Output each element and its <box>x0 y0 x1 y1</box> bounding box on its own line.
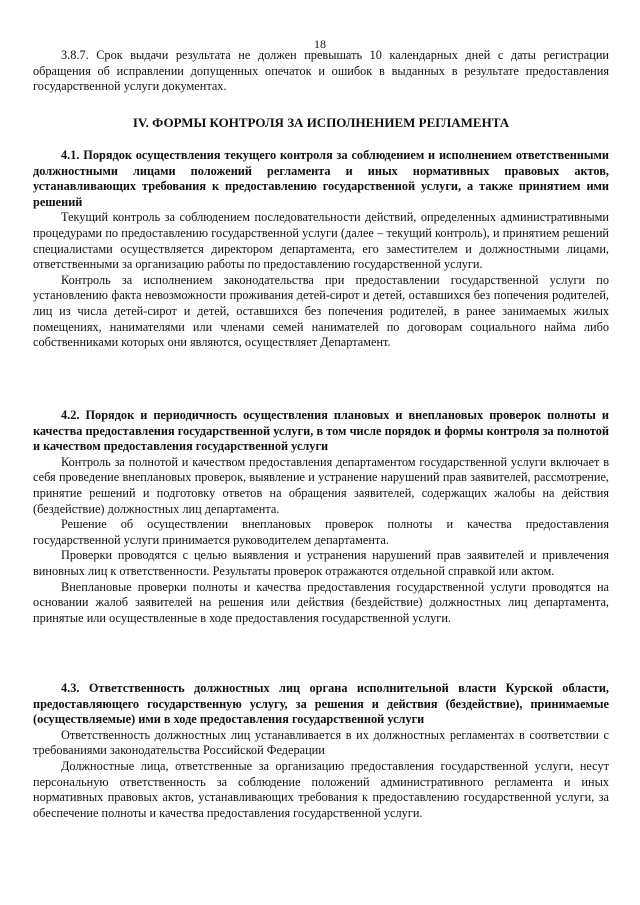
page-number: 18 <box>314 37 326 51</box>
section-4-3 <box>33 681 609 821</box>
chapter-title: IV. ФОРМЫ КОНТРОЛЯ ЗА ИСПОЛНЕНИЕМ РЕГЛАМЕНТА <box>132 115 510 130</box>
section-4-2-paragraph-3: Проверки проводятся с целью выявления и устранения нарушений прав заявителей и привлечения виновных лиц к ответственности. Результаты проверок отражаются отдельной справкой или актом. <box>33 548 609 578</box>
intro-block <box>33 48 609 95</box>
section-4-2-paragraph-2: Решение об осуществлении внеплановых проверок полноты и качества предоставления государственной услуги принимается руководителем департамента. <box>33 517 609 547</box>
section-4-2-heading: 4.2. Порядок и периодичность осуществления плановых и внеплановых проверок полноты и качества предоставления государственной услуги, в том числе порядок и формы контроля за полнотой и качеством предоставления государственной услуги <box>33 408 609 454</box>
intro-paragraph: 3.8.7. Срок выдачи результата не должен превышать 10 календарных дней с даты регистрации обращения об исправлении допущенных опечаток и ошибок в выданных в результате предоставления государственной услуги документах. <box>33 48 609 94</box>
section-4-3-paragraph-2: Должностные лица, ответственные за организацию предоставления государственной услуги, несут персональную ответственность за соблюдение положений административного регламента и иных нормативных правовых актов, устанавливающих требования к предоставлению государственной услуги, за обеспечение полноты и качества предоставления государственной услуги. <box>33 758 609 820</box>
section-4-1-paragraph-2: Контроль за исполнением законодательства при предоставлении государственной услуги по установлению факта невозможности проживания детей-сирот и детей, оставшихся без попечения родителей, лиц из числа детей-сирот и детей, оставшихся без попечения родителей, в ранее занимаемых жилых помещениях, нанимателями или членами семей нанимателей по договорам социального найма либо собственниками которых они являются, осуществляет Департамент. <box>33 272 609 350</box>
section-4-1 <box>33 148 609 351</box>
section-4-2-paragraph-1: Контроль за полнотой и качеством предоставления департаментом государственной услуги включает в себя проведение внеплановых проверок, выявление и устранение нарушений прав заявителей, рассмотрение, принятие решений и подготовку ответов на обращения заявителей, содержащих жалобы на действия (бездействие) должностных лиц департамента. <box>33 454 609 516</box>
section-4-3-paragraph-1: Ответственность должностных лиц устанавливается в их должностных регламентах в соответствии с требованиями законодательства Российской Федерации <box>33 727 609 758</box>
section-4-1-heading: 4.1. Порядок осуществления текущего контроля за соблюдением и исполнением ответственными должностными лицами положений регламента и иных нормативных правовых актов, устанавливающих требования к предоставлению государственной услуги, а также принятием ими решений <box>33 148 609 209</box>
section-4-2-paragraph-4: Внеплановые проверки полноты и качества предоставления государственной услуги проводятся на основании жалоб заявителей на решения или действия (бездействие) должностных лиц департамента, принятые или осуществленные в ходе предоставления государственной услуги. <box>33 579 609 625</box>
section-4-2 <box>33 408 609 626</box>
section-4-1-paragraph-1: Текущий контроль за соблюдением последовательности действий, определенных административными процедурами по предоставлению государственной услуги (далее – текущий контроль), и принятием решений специалистами осуществляется директором департамента, его заместителем и должностными лицами, ответственными за организацию работы по предоставлению государственной услуги. <box>33 210 609 272</box>
section-4-3-heading: 4.3. Ответственность должностных лиц органа исполнительной власти Курской области, предоставляющего государственную услугу, за решения и действия (бездействие), принимаемые (осуществляемые) ими в ходе предоставления государственной услуги <box>33 681 609 727</box>
